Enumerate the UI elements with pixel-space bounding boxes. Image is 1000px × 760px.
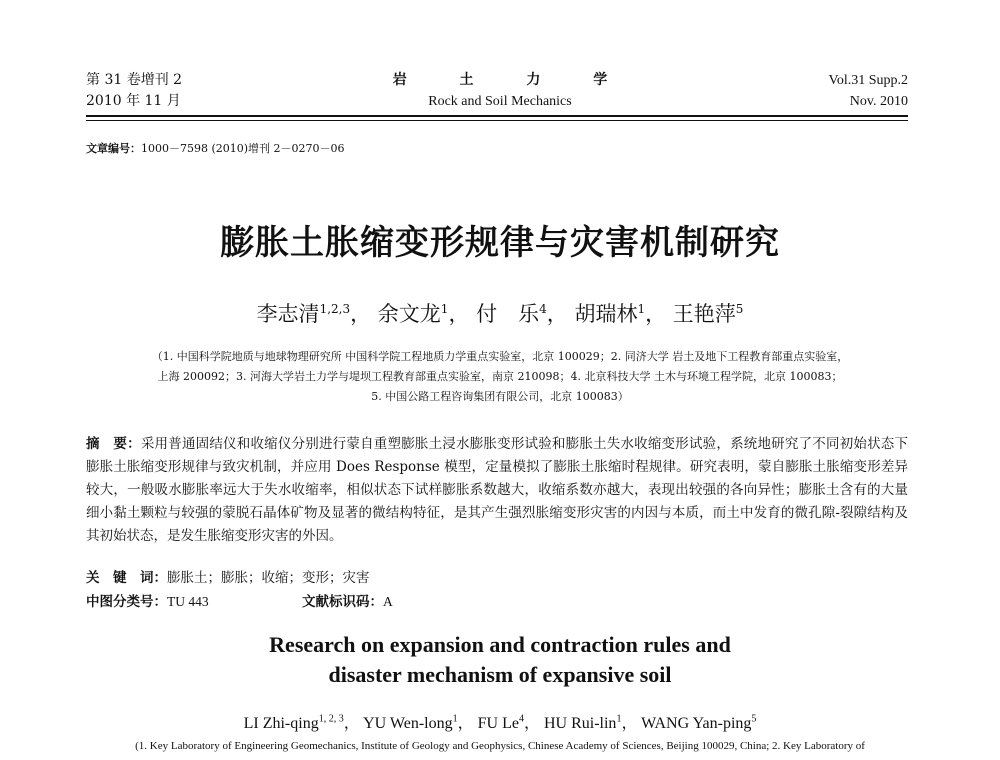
author-zh-affil: 1,2,3 [319, 302, 351, 316]
author-separator: ， [350, 302, 372, 326]
author-separator: ， [645, 302, 667, 326]
paper-title-en-line: Research on expansion and contraction rules and [269, 632, 731, 657]
author-separator: ， [343, 715, 360, 732]
header-rule-thin [86, 120, 908, 121]
author-separator: ， [523, 715, 540, 732]
abstract-label: 摘 要： [86, 436, 141, 452]
clc-label: 中图分类号： [86, 594, 167, 610]
article-number-label: 文章编号： [86, 142, 141, 155]
affiliations-en: (1. Key Laboratory of Engineering Geomechanics, Institute of Geology and Geophysics, Chinese Academy of Sciences, Beijing 100029, China; 2. Key Laboratory of [135, 740, 865, 752]
author-zh-name: 余文龙 [377, 302, 441, 326]
header-rule-thick [86, 115, 908, 117]
author-zh [574, 302, 666, 326]
author-separator: ， [621, 715, 638, 732]
paper-title-zh: 膨胀土胀缩变形规律与灾害机制研究 [220, 223, 780, 263]
author-en-name: HU Rui-lin [543, 715, 617, 732]
author-separator: ， [546, 302, 568, 326]
author-zh-affil: 5 [735, 302, 744, 316]
keywords-value: 膨胀土；膨胀；收缩；变形；灾害 [167, 570, 370, 586]
author-en [478, 715, 540, 732]
journal-name-en: Rock and Soil Mechanics [428, 94, 572, 109]
abstract-text: 采用普通固结仪和收缩仪分别进行蒙自重塑膨胀土浸水膨胀变形试验和膨胀土失水收缩变形试验，系统地研究了不同初始状态下膨胀土胀缩变形规律与致灾机制，并应用 Does Response 模型，定量模拟了膨胀土胀缩时程规律。研究表明，蒙自膨胀土胀缩变形差异较大，一般吸水膨胀率远大于失水收缩率，相似状态下试样膨胀系数越大，收缩系数亦越大，表现出较强的各向异性；膨胀土含有的大量细小黏土颗粒与较强的蒙脱石晶体矿物及显著的微结构特征，是其产生强烈胀缩变形灾害的内因与本质，而土中发育的微孔隙-裂隙结构及其初始状态，是发生胀缩变形灾害的外因。 [86, 436, 909, 544]
author-en [641, 715, 756, 732]
author-en-affil: 1 [452, 713, 458, 725]
abstract-zh [86, 433, 908, 548]
author-zh [257, 302, 372, 326]
issue-volume: 第 31 卷增刊 2 [86, 72, 183, 88]
author-en-affil: 5 [751, 713, 757, 725]
author-separator: ， [448, 302, 470, 326]
author-en-affil: 1 [616, 713, 622, 725]
author-separator: ， [457, 715, 474, 732]
author-zh [673, 302, 744, 326]
author-en [544, 715, 637, 732]
author-zh-affil: 1 [637, 302, 646, 316]
paper-title-en-line: disaster mechanism of expansive soil [328, 662, 672, 687]
author-en-affil: 1, 2, 3 [318, 713, 344, 725]
author-en-affil: 4 [518, 713, 524, 725]
clc-value: TU 443 [167, 594, 209, 609]
author-en-name: LI Zhi-qing [243, 715, 319, 732]
author-list-zh [0, 298, 1000, 328]
author-en-name: YU Wen-long [363, 715, 453, 732]
author-zh-affil: 1 [440, 302, 449, 316]
issue-date: 2010 年 11 月 [86, 93, 181, 109]
document-code-label: 文献标识码： [302, 594, 383, 610]
journal-name-zh: 岩 土 力 学 [392, 72, 632, 88]
journal-issue-info-en [829, 70, 908, 112]
author-zh-name: 王艳萍 [672, 302, 736, 326]
affiliation-line: 5. 中国公路工程咨询集团有限公司，北京 100083） [371, 390, 629, 403]
author-list-en [0, 710, 1000, 733]
document-code [302, 590, 393, 614]
issue-date-en: Nov. 2010 [849, 94, 908, 109]
keywords-label: 关 键 词： [86, 570, 167, 586]
author-en [363, 715, 474, 732]
article-number-value: 1000－7598 (2010)增刊 2－0270－06 [141, 142, 345, 155]
author-en-name: FU Le [477, 715, 519, 732]
keywords-zh [86, 567, 370, 590]
author-en-name: WANG Yan-ping [641, 715, 752, 732]
author-en [244, 715, 360, 732]
affiliation-line: 上海 200092；3. 河海大学岩土力学与堤坝工程教育部重点实验室，南京 210098；4. 北京科技大学 土木与环境工程学院，北京 100083； [157, 370, 843, 383]
author-zh-affil: 4 [539, 302, 547, 316]
document-code-value: A [383, 594, 393, 609]
author-zh-name: 李志清 [256, 302, 320, 326]
author-zh [476, 302, 568, 326]
issue-volume-en: Vol.31 Supp.2 [828, 73, 908, 88]
affiliation-line: （1. 中国科学院地质与地球物理研究所 中国科学院工程地质力学重点实验室，北京 100029；2. 同济大学 岩土及地下工程教育部重点实验室， [151, 350, 849, 363]
paper-title-en [0, 630, 1000, 690]
author-zh [378, 302, 470, 326]
author-zh-name: 付 乐 [476, 302, 540, 326]
classification-info [86, 590, 486, 614]
article-number [86, 140, 345, 156]
affiliations-zh [90, 347, 910, 407]
author-zh-name: 胡瑞林 [574, 302, 638, 326]
